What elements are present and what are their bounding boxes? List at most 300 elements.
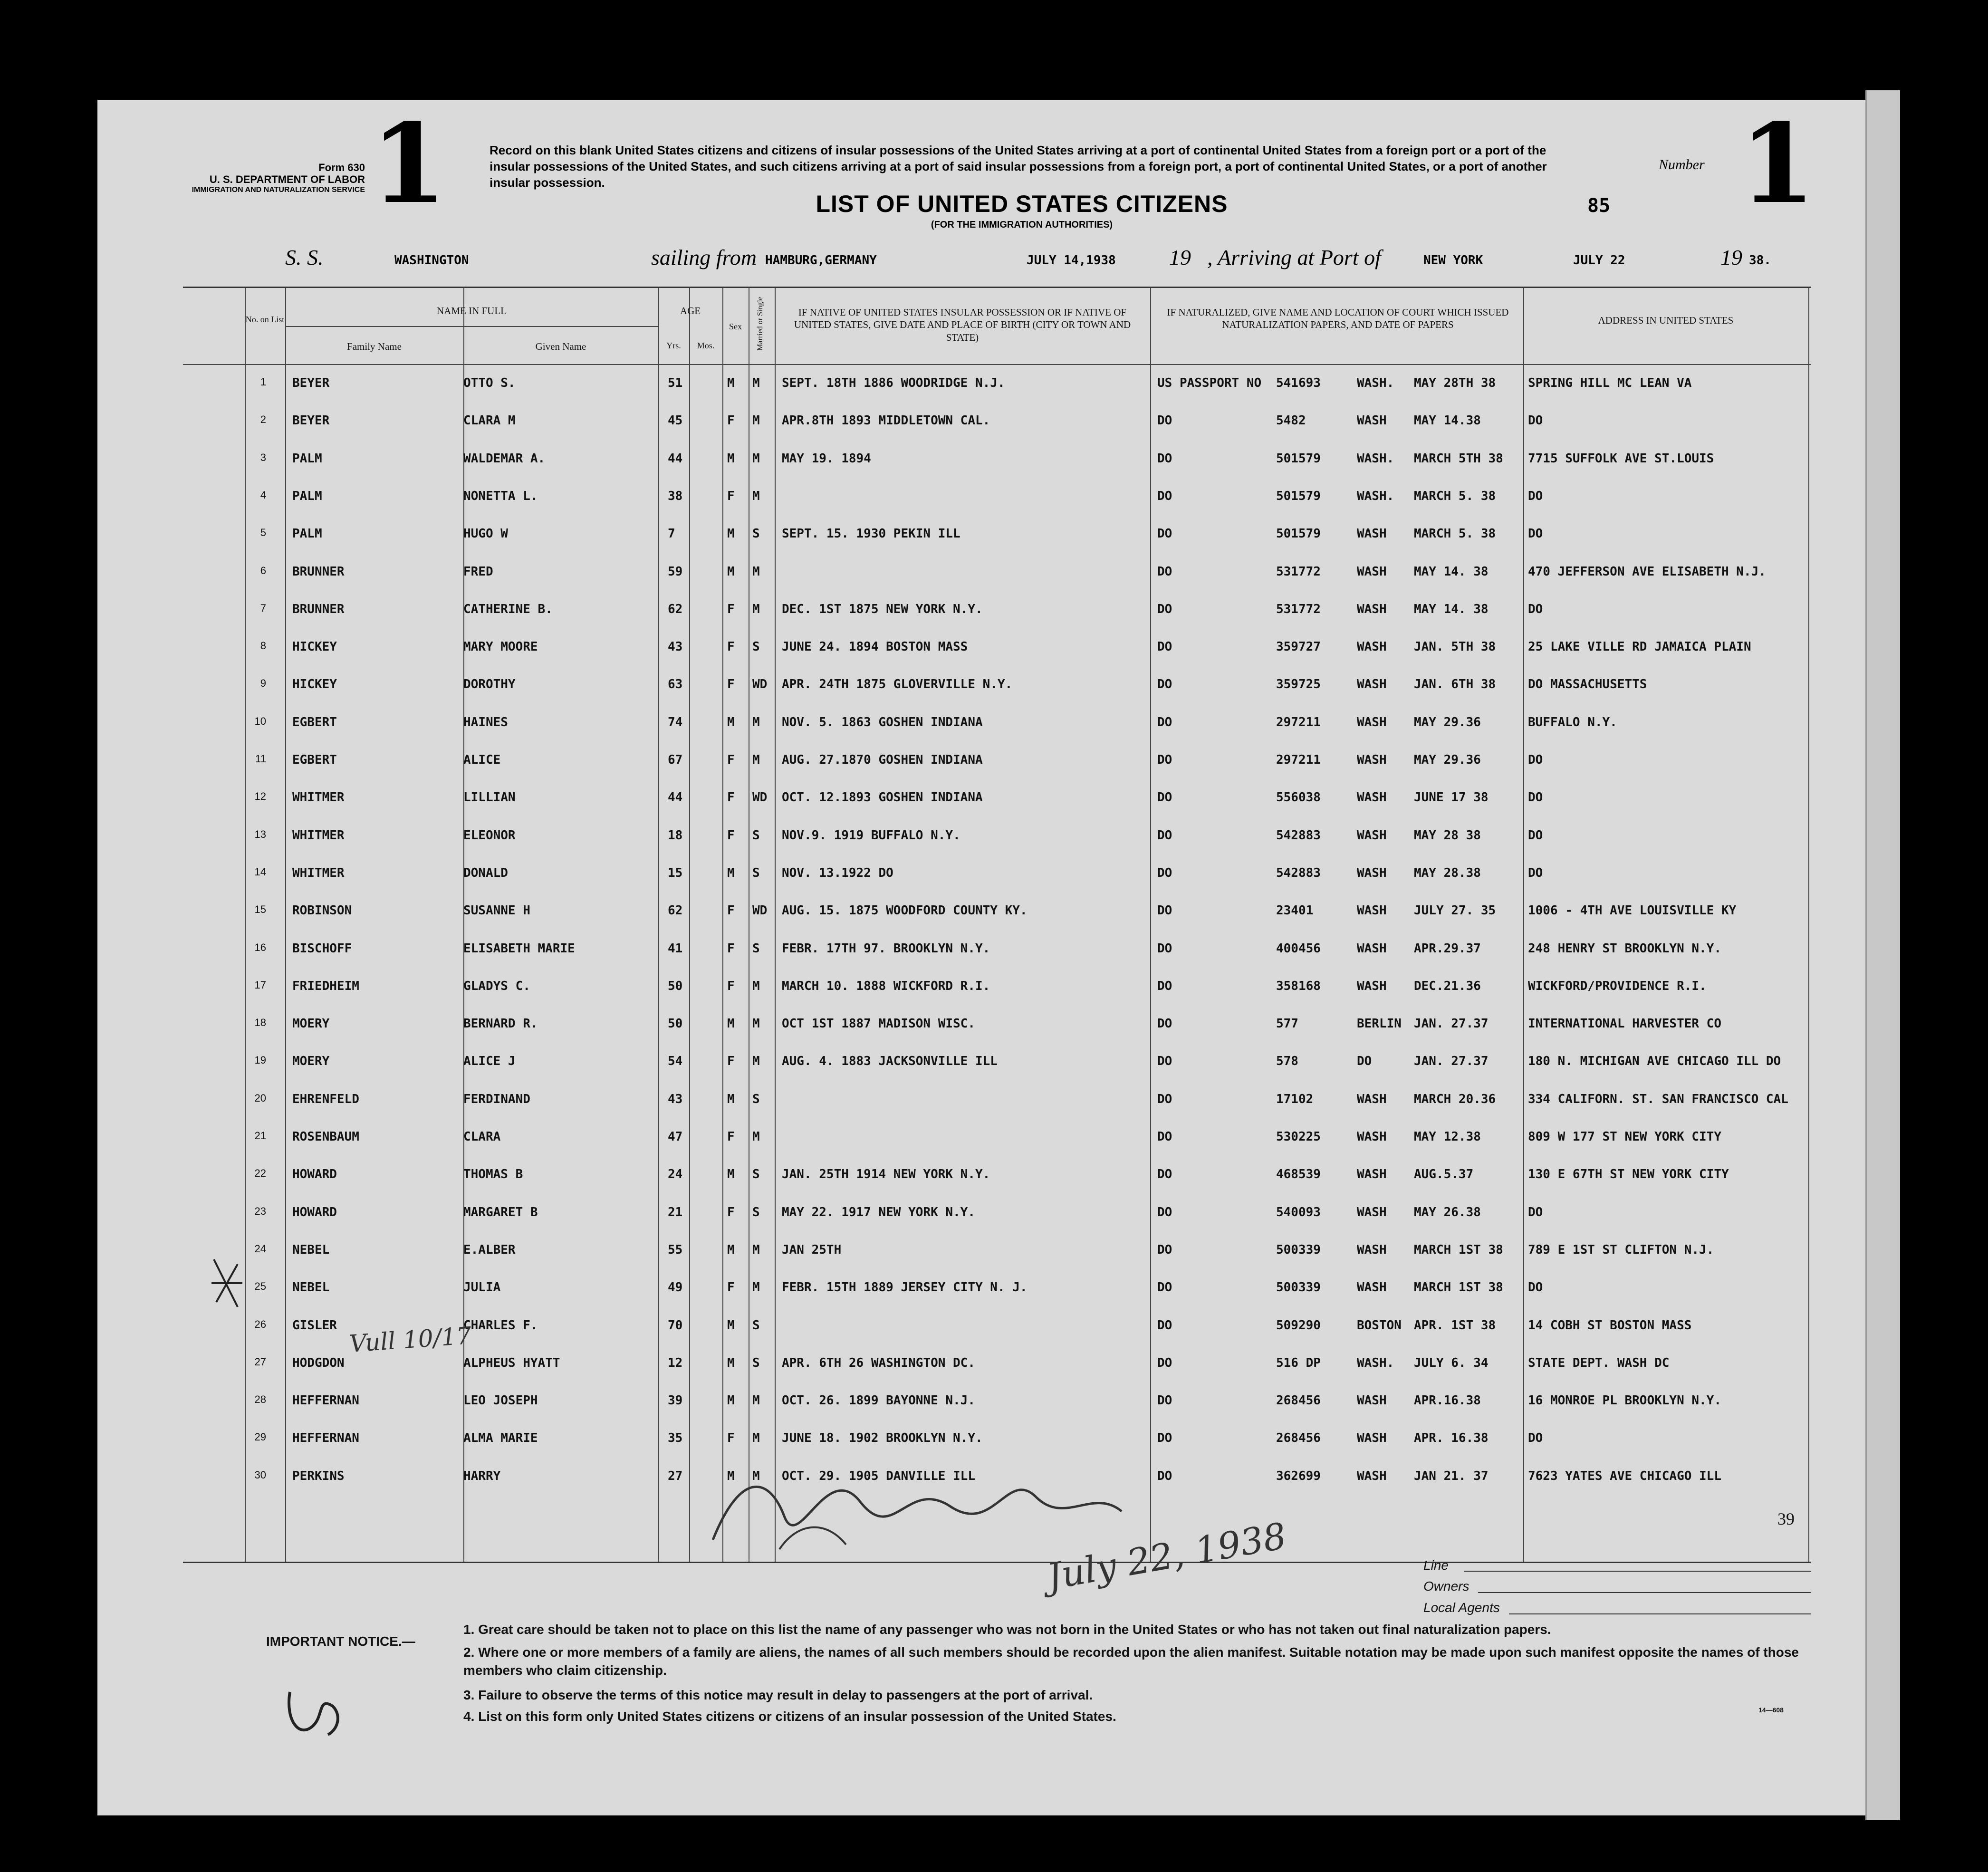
age-years: 49 xyxy=(668,1280,683,1295)
age-years: 18 xyxy=(668,828,683,843)
marital-status: M xyxy=(752,1393,760,1408)
sex: F xyxy=(727,790,735,805)
naturalization-city: WASH xyxy=(1357,828,1387,843)
naturalization-prefix: DO xyxy=(1157,1054,1172,1069)
marital-status: M xyxy=(752,1431,760,1446)
ss-label: S. S. xyxy=(285,245,324,269)
naturalization-city: WASH xyxy=(1357,1167,1387,1182)
naturalization-date: MARCH 1ST 38 xyxy=(1414,1280,1503,1295)
row-number: 17 xyxy=(254,979,266,991)
given-name: NONETTA L. xyxy=(463,489,538,503)
naturalization-prefix: DO xyxy=(1157,1205,1172,1219)
naturalization-city: WASH xyxy=(1357,865,1387,880)
row-number: 28 xyxy=(254,1393,266,1406)
signature-date-handwritten: July 22, 1938 xyxy=(1044,1514,1290,1598)
naturalization-number: 268456 xyxy=(1276,1393,1321,1408)
naturalization-number: 531772 xyxy=(1276,564,1321,579)
sex: F xyxy=(727,941,735,956)
naturalization-number: 542883 xyxy=(1276,865,1321,880)
naturalization-number: 530225 xyxy=(1276,1130,1321,1144)
given-name: HARRY xyxy=(463,1469,501,1483)
birth-info: JAN. 25TH 1914 NEW YORK N.Y. xyxy=(782,1167,990,1182)
given-name: CHARLES F. xyxy=(463,1318,538,1333)
owners-label: Owners xyxy=(1423,1579,1469,1594)
marital-status: S xyxy=(752,1318,760,1333)
naturalization-date: MARCH 5. 38 xyxy=(1414,527,1496,541)
family-name: GISLER xyxy=(292,1318,337,1333)
naturalization-city: WASH xyxy=(1357,790,1387,805)
age-years: 35 xyxy=(668,1431,683,1446)
birth-info: SEPT. 15. 1930 PEKIN ILL xyxy=(782,527,960,541)
naturalization-number: 362699 xyxy=(1276,1469,1321,1483)
sex: F xyxy=(727,489,735,503)
ship-name: WASHINGTON xyxy=(394,253,469,268)
given-name: DOROTHY xyxy=(463,677,516,692)
age-years: 47 xyxy=(668,1130,683,1144)
naturalization-city: WASH xyxy=(1357,677,1387,692)
age-years: 62 xyxy=(668,602,683,616)
address: DO MASSACHUSETTS xyxy=(1528,677,1647,692)
address: 334 CALIFORN. ST. SAN FRANCISCO CAL xyxy=(1528,1092,1788,1106)
naturalization-city: WASH xyxy=(1357,1431,1387,1446)
notice-item-4: 4. List on this form only United States citizens or citizens of an insular possession of the United States. xyxy=(463,1709,1116,1724)
naturalization-prefix: DO xyxy=(1157,413,1172,428)
naturalization-city: WASH xyxy=(1357,1130,1387,1144)
birth-info: OCT. 26. 1899 BAYONNE N.J. xyxy=(782,1393,975,1408)
given-name: ALPHEUS HYATT xyxy=(463,1355,560,1370)
address: 180 N. MICHIGAN AVE CHICAGO ILL DO xyxy=(1528,1054,1781,1069)
sex: M xyxy=(727,1167,735,1182)
age-years: 50 xyxy=(668,979,683,993)
naturalization-prefix: DO xyxy=(1157,1469,1172,1483)
naturalization-date: MAY 14.38 xyxy=(1414,413,1481,428)
arriving-label: , Arriving at Port of xyxy=(1207,245,1381,269)
given-name: CLARA xyxy=(463,1130,501,1144)
naturalization-number: 540093 xyxy=(1276,1205,1321,1219)
naturalization-number: 531772 xyxy=(1276,602,1321,616)
family-name: PALM xyxy=(292,451,322,466)
birth-info: MAY 22. 1917 NEW YORK N.Y. xyxy=(782,1205,975,1219)
naturalization-prefix: DO xyxy=(1157,1393,1172,1408)
signature-scrawl xyxy=(703,1450,1131,1554)
birth-info: DEC. 1ST 1875 NEW YORK N.Y. xyxy=(782,602,983,616)
given-name: FRED xyxy=(463,564,493,579)
naturalization-date: APR.29.37 xyxy=(1414,941,1481,956)
row-number: 7 xyxy=(260,602,266,614)
sex: F xyxy=(727,828,735,843)
marital-status: M xyxy=(752,489,760,503)
marital-status: M xyxy=(752,451,760,466)
age-years: 24 xyxy=(668,1167,683,1182)
notice-item-2: 2. Where one or more members of a family are aliens, the names of all such members should be recorded upon the alien manifest. Suitable notation may be made upon such manifest opposite the names of those members who claim citizenship. xyxy=(463,1645,1799,1678)
age-years: 27 xyxy=(668,1469,683,1483)
marital-status: M xyxy=(752,1130,760,1144)
naturalization-date: JAN 21. 37 xyxy=(1414,1469,1489,1483)
address: 16 MONROE PL BROOKLYN N.Y. xyxy=(1528,1393,1721,1408)
naturalization-prefix: DO xyxy=(1157,1280,1172,1295)
address: INTERNATIONAL HARVESTER CO xyxy=(1528,1017,1721,1031)
header-given-name: Given Name xyxy=(535,341,586,352)
naturalization-number: 541693 xyxy=(1276,376,1321,390)
naturalization-number: 509290 xyxy=(1276,1318,1321,1333)
naturalization-number: 577 xyxy=(1276,1017,1298,1031)
naturalization-date: APR. 16.38 xyxy=(1414,1431,1489,1446)
row-number: 1 xyxy=(260,376,266,388)
corner-number-right: 1 xyxy=(1739,100,1816,228)
birth-info: AUG. 4. 1883 JACKSONVILLE ILL xyxy=(782,1054,998,1069)
naturalization-prefix: DO xyxy=(1157,979,1172,993)
naturalization-date: MAY 28TH 38 xyxy=(1414,376,1496,390)
sex: M xyxy=(727,715,735,730)
birth-info: NOV.9. 1919 BUFFALO N.Y. xyxy=(782,828,960,843)
naturalization-number: 297211 xyxy=(1276,753,1321,767)
family-name: ROBINSON xyxy=(292,903,352,918)
given-name: DONALD xyxy=(463,865,508,880)
naturalization-date: MARCH 5TH 38 xyxy=(1414,451,1503,466)
naturalization-prefix: DO xyxy=(1157,753,1172,767)
given-name: LEO JOSEPH xyxy=(463,1393,538,1408)
family-name: BRUNNER xyxy=(292,564,345,579)
given-name: ELISABETH MARIE xyxy=(463,941,575,956)
row-number: 20 xyxy=(254,1092,266,1104)
naturalization-number: 358168 xyxy=(1276,979,1321,993)
sex: F xyxy=(727,413,735,428)
sex: M xyxy=(727,451,735,466)
row-number: 24 xyxy=(254,1242,266,1255)
marital-status: S xyxy=(752,1205,760,1219)
row-number: 2 xyxy=(260,413,266,426)
sheet-number: 85 xyxy=(1587,195,1611,217)
notice-item-3: 3. Failure to observe the terms of this notice may result in delay to passengers at the port of arrival. xyxy=(463,1688,1093,1702)
department-label: U. S. DEPARTMENT OF LABOR xyxy=(209,173,365,186)
sex: F xyxy=(727,979,735,993)
address: 1006 - 4TH AVE LOUISVILLE KY xyxy=(1528,903,1737,918)
service-label: IMMIGRATION AND NATURALIZATION SERVICE xyxy=(192,185,365,194)
marital-status: S xyxy=(752,527,760,541)
marital-status: M xyxy=(752,413,760,428)
age-years: 38 xyxy=(668,489,683,503)
marital-status: WD xyxy=(752,790,768,805)
row-number: 29 xyxy=(254,1431,266,1443)
address: SPRING HILL MC LEAN VA xyxy=(1528,376,1692,390)
row-number: 11 xyxy=(255,753,266,765)
header-married-single: Married or Single xyxy=(756,297,764,351)
address: DO xyxy=(1528,828,1543,843)
naturalization-city: BERLIN xyxy=(1357,1017,1402,1031)
marital-status: M xyxy=(752,1242,760,1257)
age-years: 44 xyxy=(668,451,683,466)
age-years: 39 xyxy=(668,1393,683,1408)
naturalization-prefix: DO xyxy=(1157,715,1172,730)
family-name: HEFFERNAN xyxy=(292,1393,359,1408)
naturalization-date: MAY 14. 38 xyxy=(1414,602,1489,616)
form-code-bottom: 14—608 xyxy=(1758,1706,1784,1714)
given-name: FERDINAND xyxy=(463,1092,530,1106)
family-name: HICKEY xyxy=(292,677,337,692)
row-number: 25 xyxy=(254,1280,266,1293)
age-years: 45 xyxy=(668,413,683,428)
naturalization-number: 359725 xyxy=(1276,677,1321,692)
row-number: 6 xyxy=(260,564,266,576)
naturalization-city: WASH. xyxy=(1357,376,1394,390)
address: DO xyxy=(1528,1431,1543,1446)
age-years: 7 xyxy=(668,527,675,541)
naturalization-number: 542883 xyxy=(1276,828,1321,843)
naturalization-date: MAY 29.36 xyxy=(1414,715,1481,730)
form-number: Form 630 xyxy=(318,162,365,173)
naturalization-city: WASH xyxy=(1357,1092,1387,1106)
age-years: 62 xyxy=(668,903,683,918)
naturalization-city: WASH xyxy=(1357,527,1387,541)
address: 809 W 177 ST NEW YORK CITY xyxy=(1528,1130,1721,1144)
family-name: EHRENFELD xyxy=(292,1092,359,1106)
family-name: BISCHOFF xyxy=(292,941,352,956)
birth-info: FEBR. 15TH 1889 JERSEY CITY N. J. xyxy=(782,1280,1028,1295)
age-years: 70 xyxy=(668,1318,683,1333)
given-name: WALDEMAR A. xyxy=(463,451,546,466)
arrival-year: 38. xyxy=(1749,253,1771,268)
naturalization-city: WASH xyxy=(1357,903,1387,918)
header-address: ADDRESS IN UNITED STATES xyxy=(1598,315,1734,326)
row-number: 23 xyxy=(254,1205,266,1217)
address: DO xyxy=(1528,865,1543,880)
row-number: 26 xyxy=(254,1318,266,1330)
sex: F xyxy=(727,753,735,767)
naturalization-date: JAN. 5TH 38 xyxy=(1414,640,1496,654)
marital-status: S xyxy=(752,640,760,654)
family-name: HEFFERNAN xyxy=(292,1431,359,1446)
naturalization-prefix: DO xyxy=(1157,1092,1172,1106)
row-number: 30 xyxy=(254,1469,266,1481)
naturalization-city: WASH. xyxy=(1357,451,1394,466)
family-name: MOERY xyxy=(292,1054,330,1069)
given-name: CATHERINE B. xyxy=(463,602,553,616)
local-agents-label: Local Agents xyxy=(1423,1600,1500,1615)
marital-status: S xyxy=(752,1092,760,1106)
age-years: 55 xyxy=(668,1242,683,1257)
address: 25 LAKE VILLE RD JAMAICA PLAIN xyxy=(1528,640,1751,654)
naturalization-prefix: DO xyxy=(1157,1130,1172,1144)
header-mos: Mos. xyxy=(697,341,715,350)
naturalization-prefix: DO xyxy=(1157,1017,1172,1031)
row-number: 4 xyxy=(260,489,266,501)
naturalization-date: MARCH 20.36 xyxy=(1414,1092,1496,1106)
naturalization-prefix: DO xyxy=(1157,640,1172,654)
gisler-note-handwritten: Vull 10/17 xyxy=(348,1322,472,1358)
family-name: PALM xyxy=(292,527,322,541)
naturalization-prefix: DO xyxy=(1157,1167,1172,1182)
naturalization-prefix: DO xyxy=(1157,790,1172,805)
sex: M xyxy=(727,376,735,390)
marital-status: M xyxy=(752,1017,760,1031)
birth-info: MARCH 10. 1888 WICKFORD R.I. xyxy=(782,979,990,993)
family-name: BRUNNER xyxy=(292,602,345,616)
family-name: WHITMER xyxy=(292,790,345,805)
naturalization-date: MARCH 5. 38 xyxy=(1414,489,1496,503)
naturalization-number: 297211 xyxy=(1276,715,1321,730)
header-name-in-full: NAME IN FULL xyxy=(437,305,507,317)
birth-info: APR. 24TH 1875 GLOVERVILLE N.Y. xyxy=(782,677,1013,692)
family-name: PALM xyxy=(292,489,322,503)
age-years: 43 xyxy=(668,640,683,654)
marital-status: WD xyxy=(752,677,768,692)
naturalization-number: 359727 xyxy=(1276,640,1321,654)
naturalization-date: MAY 26.38 xyxy=(1414,1205,1481,1219)
naturalization-date: JAN. 27.37 xyxy=(1414,1054,1489,1069)
naturalization-city: WASH xyxy=(1357,602,1387,616)
age-years: 63 xyxy=(668,677,683,692)
corner-number-left: 1 xyxy=(371,100,447,228)
birth-info: AUG. 15. 1875 WOODFORD COUNTY KY. xyxy=(782,903,1028,918)
family-name: NEBEL xyxy=(292,1242,330,1257)
age-years: 59 xyxy=(668,564,683,579)
naturalization-date: MAY 28 38 xyxy=(1414,828,1481,843)
marital-status: S xyxy=(752,1167,760,1182)
sex: M xyxy=(727,564,735,579)
birth-info: APR.8TH 1893 MIDDLETOWN CAL. xyxy=(782,413,990,428)
naturalization-number: 556038 xyxy=(1276,790,1321,805)
departure-date: JULY 14,1938 xyxy=(1027,253,1116,268)
margin-mark xyxy=(204,1250,247,1316)
family-name: WHITMER xyxy=(292,828,345,843)
header-family-name: Family Name xyxy=(347,341,402,352)
naturalization-prefix: DO xyxy=(1157,489,1172,503)
address: 789 E 1ST ST CLIFTON N.J. xyxy=(1528,1242,1714,1257)
marital-status: S xyxy=(752,1355,760,1370)
naturalization-prefix: DO xyxy=(1157,677,1172,692)
naturalization-prefix: DO xyxy=(1157,602,1172,616)
row-number: 8 xyxy=(260,640,266,652)
family-name: HOWARD xyxy=(292,1205,337,1219)
marital-status: S xyxy=(752,865,760,880)
naturalization-city: WASH xyxy=(1357,715,1387,730)
birth-info: FEBR. 17TH 97. BROOKLYN N.Y. xyxy=(782,941,990,956)
family-name: HOWARD xyxy=(292,1167,337,1182)
family-name: HICKEY xyxy=(292,640,337,654)
marital-status: S xyxy=(752,941,760,956)
given-name: OTTO S. xyxy=(463,376,516,390)
given-name: MARGARET B xyxy=(463,1205,538,1219)
marital-status: M xyxy=(752,715,760,730)
naturalization-date: MAY 29.36 xyxy=(1414,753,1481,767)
naturalization-date: APR.16.38 xyxy=(1414,1393,1481,1408)
naturalization-date: JAN. 27.37 xyxy=(1414,1017,1489,1031)
age-years: 74 xyxy=(668,715,683,730)
given-name: HUGO W xyxy=(463,527,508,541)
birth-info: JUNE 18. 1902 BROOKLYN N.Y. xyxy=(782,1431,983,1446)
naturalization-prefix: DO xyxy=(1157,527,1172,541)
naturalization-city: WASH. xyxy=(1357,489,1394,503)
page-title: LIST OF UNITED STATES CITIZENS xyxy=(816,191,1228,217)
page-number: 39 xyxy=(1777,1509,1795,1528)
naturalization-city: WASH xyxy=(1357,640,1387,654)
margin-initials xyxy=(280,1678,347,1744)
naturalization-city: WASH xyxy=(1357,564,1387,579)
row-number: 13 xyxy=(254,828,266,840)
address: 470 JEFFERSON AVE ELISABETH N.J. xyxy=(1528,564,1766,579)
row-number: 15 xyxy=(254,903,266,916)
naturalization-prefix: DO xyxy=(1157,564,1172,579)
given-name: ALICE J xyxy=(463,1054,516,1069)
sex: M xyxy=(727,527,735,541)
age-years: 15 xyxy=(668,865,683,880)
marital-status: M xyxy=(752,1469,760,1483)
row-number: 12 xyxy=(254,790,266,803)
header-age: AGE xyxy=(680,305,701,317)
address: 7623 YATES AVE CHICAGO ILL xyxy=(1528,1469,1721,1483)
birth-info: MAY 19. 1894 xyxy=(782,451,871,466)
marital-status: M xyxy=(752,564,760,579)
sex: M xyxy=(727,1017,735,1031)
sex: M xyxy=(727,1318,735,1333)
naturalization-date: JULY 27. 35 xyxy=(1414,903,1496,918)
given-name: THOMAS B xyxy=(463,1167,523,1182)
row-number: 14 xyxy=(254,865,266,878)
given-name: CLARA M xyxy=(463,413,516,428)
marital-status: M xyxy=(752,1054,760,1069)
row-number: 10 xyxy=(254,715,266,727)
marital-status: S xyxy=(752,828,760,843)
naturalization-number: 501579 xyxy=(1276,451,1321,466)
birth-info: AUG. 27.1870 GOSHEN INDIANA xyxy=(782,753,983,767)
naturalization-number: 400456 xyxy=(1276,941,1321,956)
header-birth: IF NATIVE OF UNITED STATES INSULAR POSSESSION OR IF NATIVE OF UNITED STATES, GIVE DATE AND PLACE OF BIRTH (CITY OR TOWN AND STATE) xyxy=(794,307,1131,343)
naturalization-prefix: DO xyxy=(1157,1355,1172,1370)
naturalization-prefix: DO xyxy=(1157,828,1172,843)
row-number: 18 xyxy=(254,1017,266,1029)
sex: F xyxy=(727,1205,735,1219)
naturalization-prefix: DO xyxy=(1157,1242,1172,1257)
age-years: 51 xyxy=(668,376,683,390)
sex: F xyxy=(727,1054,735,1069)
family-name: BEYER xyxy=(292,413,330,428)
family-name: MOERY xyxy=(292,1017,330,1031)
from-port: HAMBURG,GERMANY xyxy=(765,253,877,268)
naturalization-city: DO xyxy=(1357,1054,1372,1069)
naturalization-date: JUNE 17 38 xyxy=(1414,790,1489,805)
address: DO xyxy=(1528,790,1543,805)
age-years: 21 xyxy=(668,1205,683,1219)
birth-info: OCT. 12.1893 GOSHEN INDIANA xyxy=(782,790,983,805)
naturalization-city: WASH xyxy=(1357,941,1387,956)
sex: F xyxy=(727,1431,735,1446)
family-name: PERKINS xyxy=(292,1469,345,1483)
marital-status: WD xyxy=(752,903,768,918)
naturalization-date: MARCH 1ST 38 xyxy=(1414,1242,1503,1257)
given-name: SUSANNE H xyxy=(463,903,530,918)
row-number: 21 xyxy=(254,1130,266,1142)
age-years: 43 xyxy=(668,1092,683,1106)
naturalization-number: 5482 xyxy=(1276,413,1306,428)
birth-info: JUNE 24. 1894 BOSTON MASS xyxy=(782,640,968,654)
naturalization-date: MAY 28.38 xyxy=(1414,865,1481,880)
sex: F xyxy=(727,1130,735,1144)
sex: F xyxy=(727,1280,735,1295)
sex: M xyxy=(727,1092,735,1106)
age-years: 50 xyxy=(668,1017,683,1031)
naturalization-city: WASH xyxy=(1357,753,1387,767)
naturalization-prefix: US PASSPORT NO xyxy=(1157,376,1262,390)
given-name: GLADYS C. xyxy=(463,979,530,993)
row-number: 27 xyxy=(254,1355,266,1368)
birth-info: SEPT. 18TH 1886 WOODRIDGE N.J. xyxy=(782,376,1005,390)
marital-status: M xyxy=(752,1280,760,1295)
naturalization-date: JAN. 6TH 38 xyxy=(1414,677,1496,692)
family-name: EGBERT xyxy=(292,715,337,730)
sex: M xyxy=(727,1242,735,1257)
naturalization-prefix: DO xyxy=(1157,865,1172,880)
voyage-line xyxy=(285,245,1806,273)
